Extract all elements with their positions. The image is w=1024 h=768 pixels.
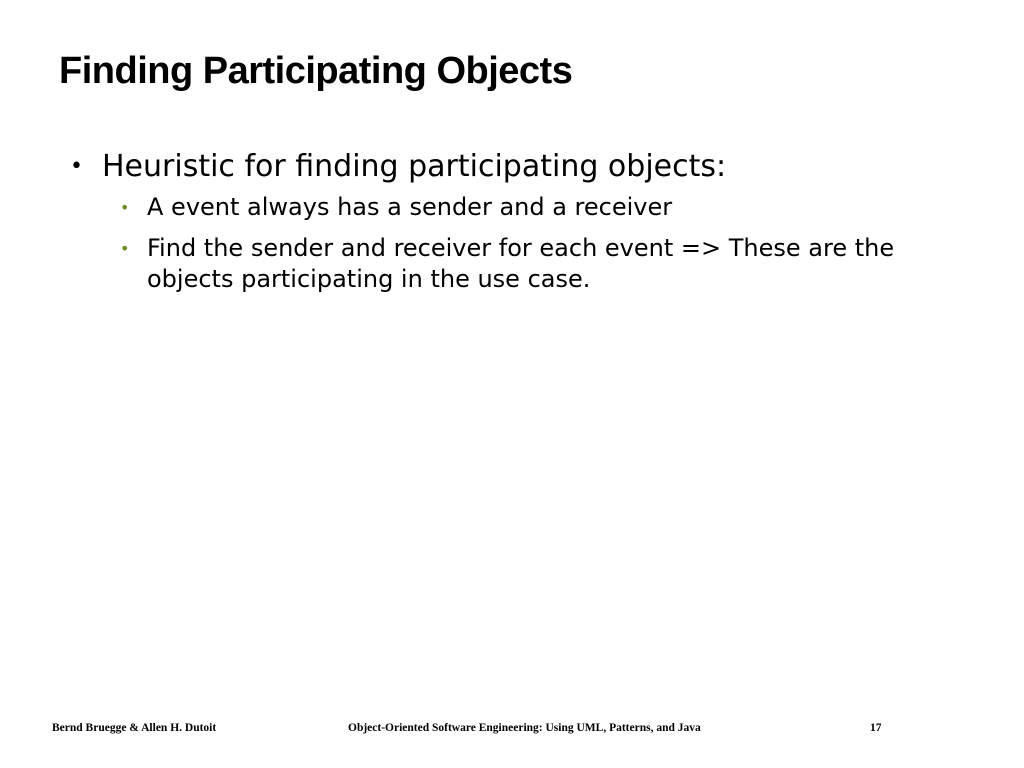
- footer-authors: Bernd Bruegge & Allen H. Dutoit: [52, 722, 217, 734]
- footer-book-title: Object-Oriented Software Engineering: Using UML, Patterns, and Java: [348, 722, 701, 734]
- sub-bullet-item: [120, 192, 927, 223]
- bullet-marker: •: [70, 154, 83, 179]
- sub-bullet-marker: •: [120, 239, 130, 258]
- sub-bullet-list: [120, 192, 970, 295]
- sub-bullet-text: Find the sender and receiver for each event => These are the objects participating in the use case.: [147, 234, 895, 293]
- sub-bullet-item: [120, 233, 927, 295]
- bullet-item: [70, 148, 970, 186]
- sub-bullet-marker: •: [120, 198, 130, 217]
- slide-title: Finding Participating Objects: [59, 50, 573, 92]
- bullet-text: Heuristic for finding participating objects:: [102, 149, 727, 184]
- sub-bullet-text: A event always has a sender and a receiver: [147, 193, 673, 221]
- slide-content: [70, 148, 970, 305]
- footer-page-number: 17: [870, 722, 882, 734]
